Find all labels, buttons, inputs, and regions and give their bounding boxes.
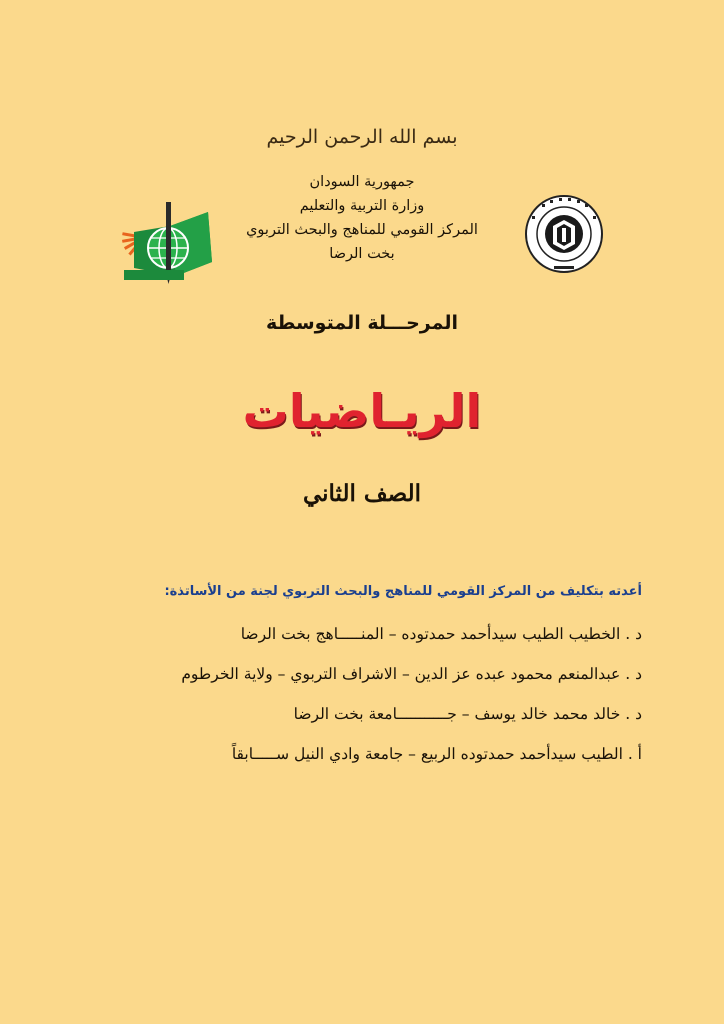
curriculum-center-seal-icon [524, 194, 604, 274]
ministry-logo-icon [120, 196, 216, 288]
author-line: أ . الطيب سيدأحمد حمدتوده الربيع – جامعة وادي النيل ســـــابقاً [231, 745, 642, 763]
authors-list [122, 618, 642, 778]
center-name: المركز القومي للمناهج والبحث التربوي [246, 222, 478, 238]
school-stage: المرحـــلة المتوسطة [265, 312, 459, 334]
subject-title: الريـاضيات [242, 384, 482, 438]
ministry-name: وزارة التربية والتعليم [299, 198, 425, 214]
city-name: بخت الرضا [329, 246, 395, 262]
grade-title: الصف الثاني [302, 480, 422, 507]
prepared-by-heading: أعدته بتكليف من المركز القومي للمناهج والبحث التربوي لجنة من الأساتذة: [164, 584, 642, 599]
basmala-calligraphy: بسم الله الرحمن الرحيم [266, 126, 458, 148]
author-line: د . الخطيب الطيب سيدأحمد حمدتوده – المنـــــاهج بخت الرضا [240, 625, 642, 643]
author-line: د . خالد محمد خالد يوسف – جـــــــــــامعة بخت الرضا [293, 705, 642, 723]
country-name: جمهورية السودان [309, 174, 415, 190]
author-line: د . عبدالمنعم محمود عبده عز الدين – الاشراف التربوي – ولاية الخرطوم [181, 665, 642, 683]
header-block [212, 170, 512, 266]
